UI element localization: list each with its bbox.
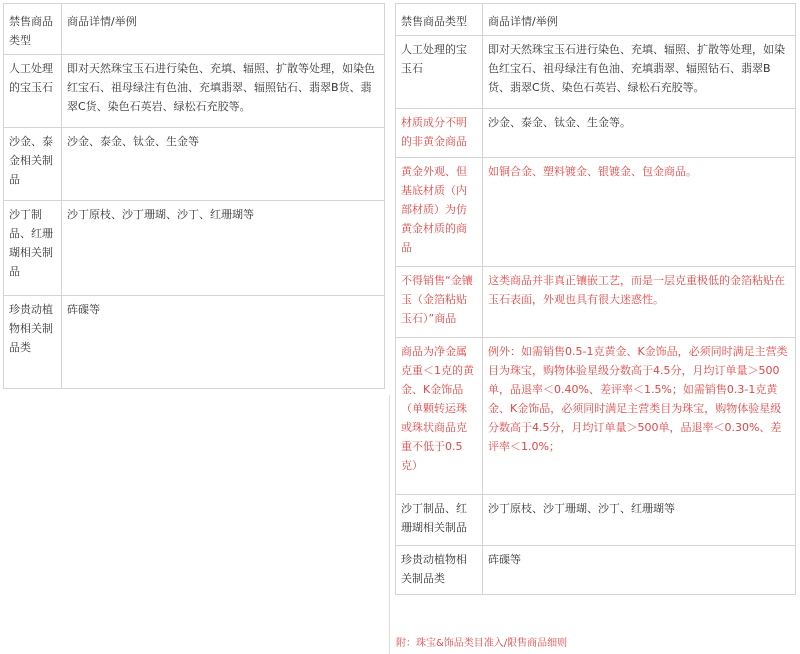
right-prohibited-goods-table [395,3,796,595]
table-row [4,128,385,201]
header-details-cell: 商品详情/举例 [62,4,385,55]
left-prohibited-goods-table [3,3,385,389]
table-header-row [4,4,385,55]
footnote-link[interactable]: 附：珠宝&饰品类目准入/限售商品细则 [396,638,568,649]
category-cell: 珍贵动植物相关制品类 [396,546,483,595]
details-cell: 砗磲等 [483,546,796,595]
details-cell: 沙金、泰金、钛金、生金等。 [483,109,796,158]
details-cell: 沙丁原枝、沙丁珊瑚、沙丁、红珊瑚等 [483,495,796,546]
details-cell: 沙丁原枝、沙丁珊瑚、沙丁、红珊瑚等 [62,201,385,296]
header-details-cell: 商品详情/举例 [483,4,796,36]
table-row-highlighted [396,109,796,158]
header-category-cell: 禁售商品类型 [396,4,483,36]
category-cell: 商品为净金属克重＜1克的黄金、K金饰品（单颗转运珠或珠状商品克重不低于0.5克） [396,338,483,495]
details-cell: 砗磲等 [62,296,385,389]
table-row [396,546,796,595]
category-cell: 人工处理的宝玉石 [396,36,483,109]
category-cell: 材质成分不明的非黄金商品 [396,109,483,158]
details-cell: 例外：如需销售0.5-1克黄金、K金饰品，必须同时满足主营类目为珠宝，购物体验星级分数高于4.5分，月均订单量＞500单，品退率＜0.40%、差评率＜1.5%；如需销售0.3-1克黄金、K金饰品，必须同时满足主营类目为珠宝，购物体验星级分数高于4.5分，月均订单量＞500单，品退率＜0.30%、差评率＜1.0%； [483,338,796,495]
header-category-cell: 禁售商品类型 [4,4,62,55]
table-row [4,201,385,296]
table-row-highlighted [396,338,796,495]
category-cell: 沙丁制品、红珊瑚相关制品 [396,495,483,546]
category-cell: 人工处理的宝玉石 [4,55,62,128]
table-row [396,36,796,109]
table-row [396,495,796,546]
table-row [4,55,385,128]
details-cell: 即对天然珠宝玉石进行染色、充填、辐照、扩散等处理，如染色红宝石、祖母绿注有色油、充填翡翠、辐照钻石、翡翠B货、翡翠C货、染色石英岩、绿松石充胶等。 [62,55,385,128]
details-cell: 这类商品并非真正镶嵌工艺，而是一层克重极低的金箔粘贴在玉石表面，外观也具有很大迷惑性。 [483,267,796,338]
category-cell: 沙金、泰金相关制品 [4,128,62,201]
category-cell: 沙丁制品、红珊瑚相关制品 [4,201,62,296]
details-cell: 沙金、泰金、钛金、生金等 [62,128,385,201]
details-cell: 即对天然珠宝玉石进行染色、充填、辐照、扩散等处理，如染色红宝石、祖母绿注有色油、充填翡翠、辐照钻石、翡翠B货、翡翠C货、染色石英岩、绿松石充胶等。 [483,36,796,109]
table-row-highlighted [396,158,796,267]
table-row [4,296,385,389]
category-cell: 珍贵动植物相关制品类 [4,296,62,389]
table-row-highlighted [396,267,796,338]
column-divider [389,395,390,654]
category-cell: 不得销售“金镶玉（金箔粘贴玉石）”商品 [396,267,483,338]
details-cell: 如铜合金、塑料镀金、银镀金、包金商品。 [483,158,796,267]
table-header-row [396,4,796,36]
category-cell: 黄金外观、但基底材质（内部材质）为仿黄金材质的商品 [396,158,483,267]
